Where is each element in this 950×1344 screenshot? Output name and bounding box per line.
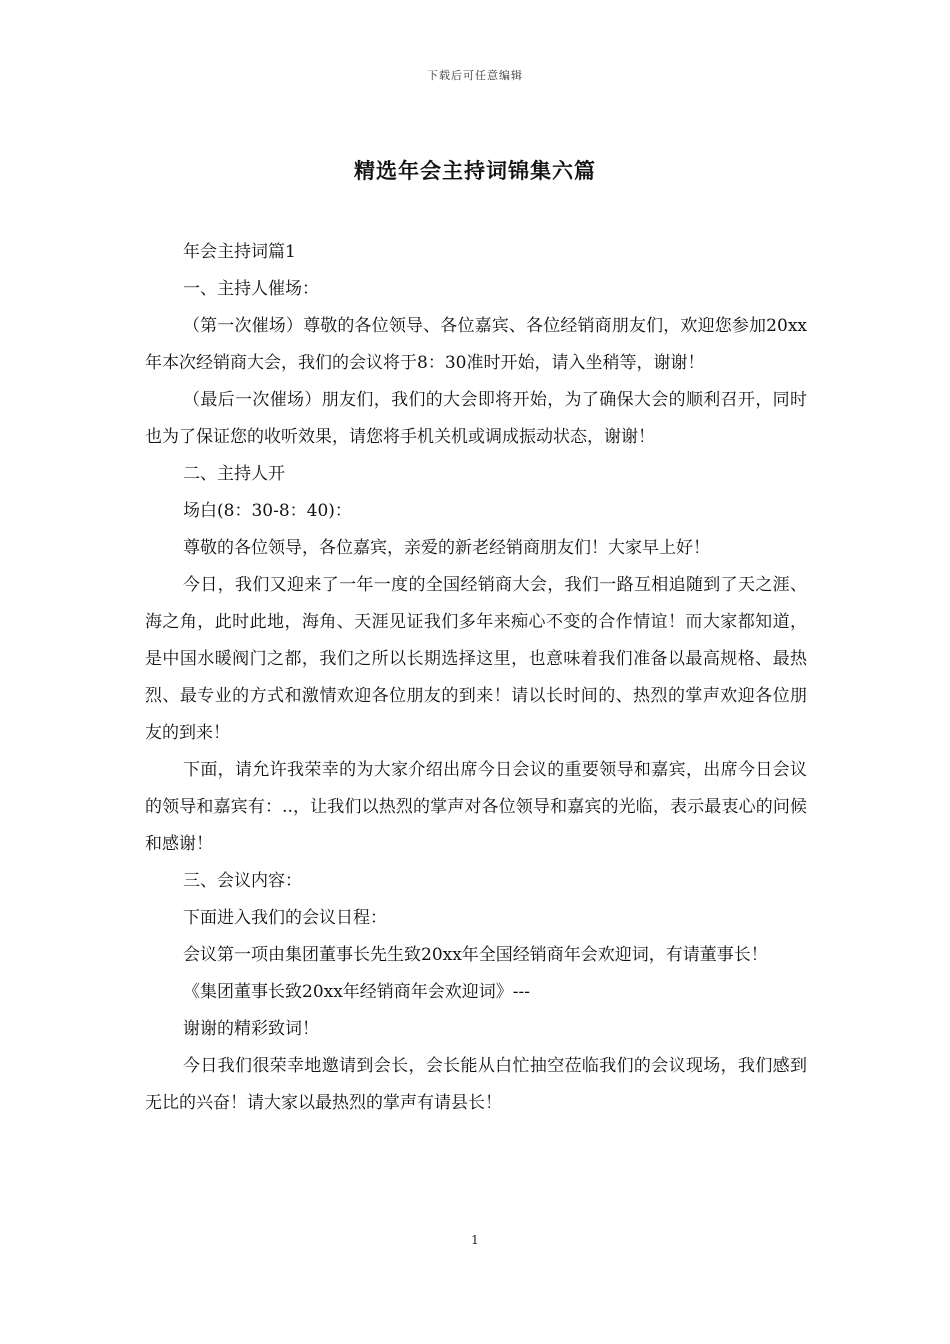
document-body xyxy=(145,234,807,1122)
paragraph: 二、主持人开 xyxy=(183,464,285,484)
paragraph: 年会主持词篇1 xyxy=(183,242,296,262)
document-title: 精选年会主持词锦集六篇 xyxy=(354,158,596,183)
paragraph: （第一次催场）尊敬的各位领导、各位嘉宾、各位经销商朋友们，欢迎您参加20xx年本次经销商大会，我们的会议将于8：30准时开始，请入坐稍等，谢谢！ xyxy=(145,316,807,373)
paragraph: 《集团董事长致20xx年经销商年会欢迎词》--- xyxy=(183,982,531,1002)
paragraph: 谢谢的精彩致词！ xyxy=(183,1019,319,1039)
paragraph: 今日，我们又迎来了一年一度的全国经销商大会，我们一路互相追随到了天之涯、海之角，此时此地，海角、天涯见证我们多年来痴心不变的合作情谊！而大家都知道，是中国水暖阀门之都，我们之所以长期选择这里，也意味着我们准备以最高规格、最热烈、最专业的方式和激情欢迎各位朋友的到来！请以长时间的、热烈的掌声欢迎各位朋友的到来！ xyxy=(145,575,807,743)
paragraph: 尊敬的各位领导，各位嘉宾，亲爱的新老经销商朋友们！大家早上好！ xyxy=(183,538,710,558)
paragraph: 一、主持人催场： xyxy=(183,279,319,299)
paragraph: 下面进入我们的会议日程： xyxy=(183,908,387,928)
paragraph: 下面，请允许我荣幸的为大家介绍出席今日会议的重要领导和嘉宾，出席今日会议的领导和嘉宾有：..，让我们以热烈的掌声对各位领导和嘉宾的光临，表示最衷心的问候和感谢！ xyxy=(145,760,807,854)
paragraph: 会议第一项由集团董事长先生致20xx年全国经销商年会欢迎词，有请董事长！ xyxy=(183,945,768,965)
paragraph: 场白(8：30-8：40)： xyxy=(183,501,352,521)
page-header-note: 下载后可任意编辑 xyxy=(427,69,523,82)
paragraph: 三、会议内容： xyxy=(183,871,302,891)
page-number: 1 xyxy=(471,1233,479,1247)
paragraph: 今日我们很荣幸地邀请到会长，会长能从白忙抽空莅临我们的会议现场，我们感到无比的兴奋！请大家以最热烈的掌声有请县长！ xyxy=(145,1056,807,1113)
paragraph: （最后一次催场）朋友们，我们的大会即将开始，为了确保大会的顺利召开，同时也为了保证您的收听效果，请您将手机关机或调成振动状态，谢谢！ xyxy=(145,390,807,447)
